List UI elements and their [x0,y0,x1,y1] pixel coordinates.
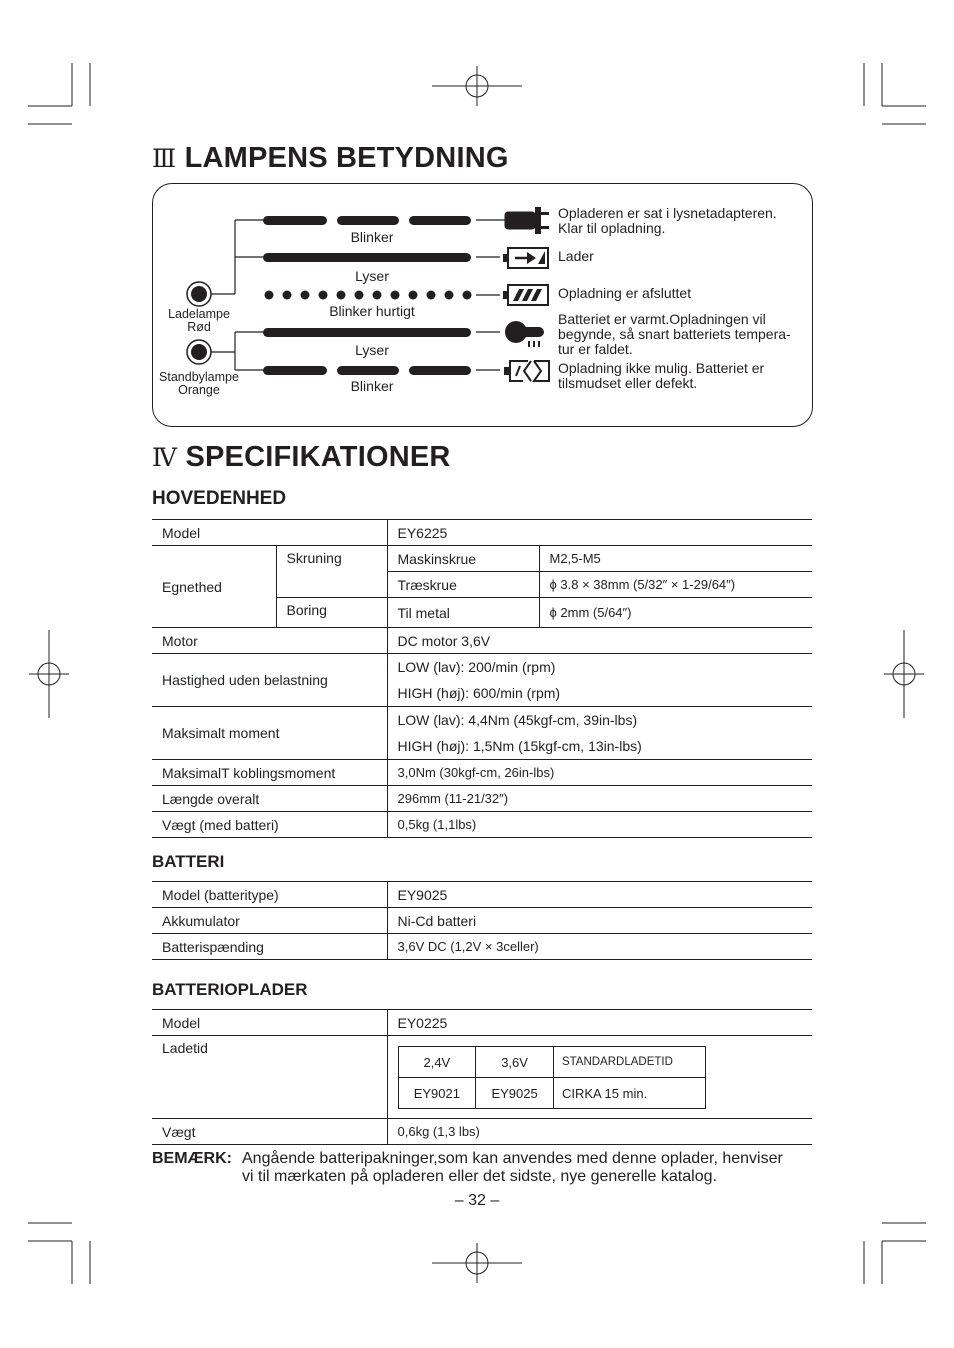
table-row [398,1078,705,1109]
vaegt-value: 0,5kg (1,1lbs) [387,812,812,838]
orange-lamp-icon [187,340,211,364]
batteri-heading: BATTERI [152,852,225,871]
page-number: – 32 – [454,1192,500,1209]
moment-label: Maksimalt moment [152,707,387,760]
pattern-2-solid [263,253,471,262]
red-lamp-label [150,308,248,334]
battery-broken-icon [504,361,549,381]
ladetid-cell-3: CIRKA 15 min. [553,1078,705,1109]
oplader-vaegt-label: Vægt [152,1119,387,1145]
batteri-model-label: Model (batteritype) [152,882,387,908]
ladetid-cell-2: EY9025 [476,1078,554,1109]
oplader-vaegt-value: 0,6kg (1,3 lbs) [387,1119,812,1145]
table-row [152,908,812,934]
akkumulator-value: Ni-Cd batteri [387,908,812,934]
model-value: EY6225 [387,520,812,546]
moment-low: LOW (lav): 4,4Nm (45kgf-cm, 39in-lbs) [397,712,638,728]
oplader-model-label: Model [152,1010,387,1036]
ladetid-cell [387,1036,812,1119]
pattern-1-dashes [263,216,471,225]
egnethed-label: Egnethed [152,546,276,628]
pattern-3-description: Opladning er afsluttet [558,285,692,301]
pattern-2-description: Lader [558,248,594,264]
table-row [152,520,812,546]
skruning-label: Skruning [276,546,387,598]
battery-full-icon [503,285,548,305]
oplader-table [152,1009,812,1145]
table-row [152,628,812,654]
model-label: Model [152,520,387,546]
pattern-4-label: Lyser [355,342,389,358]
ladetid-cell-1: EY9021 [398,1078,476,1109]
table-row [152,812,812,838]
note-label: BEMÆRK: [152,1150,232,1167]
oplader-model-value: EY0225 [387,1010,812,1036]
table-row [152,760,812,786]
battery-charging-icon [503,248,548,268]
thermometer-icon [505,321,544,347]
til-metal-value: ϕ 2mm (5/64″) [539,598,812,628]
table-row [152,786,812,812]
table-row [398,1047,705,1078]
table-row [152,1119,812,1145]
hovedenhed-heading: HOVEDENHED [152,488,287,509]
laengde-label: Længde overalt [152,786,387,812]
table-row [152,1036,812,1119]
pattern-4-solid [263,328,471,337]
batteri-model-value: EY9025 [387,882,812,908]
ladetid-label: Ladetid [152,1036,387,1119]
pattern-5-label: Blinker [350,378,394,394]
red-lamp-name: Ladelampe [168,307,230,321]
red-lamp-color: Rød [187,320,211,334]
maskinskrue-label: Maskinskrue [387,546,539,572]
pattern-1-label: Blinker [350,229,394,245]
batteri-table [152,881,812,960]
pattern-1-description: Opladeren er sat i lysnetadapteren. Klar til opladning. [558,205,777,236]
batterispaending-value: 3,6V DC (1,2V × 3celler) [387,934,812,960]
til-metal-label: Til metal [387,598,539,628]
section-3-text: LAMPENS BETYDNING [184,142,509,174]
section-4-title [152,441,451,474]
note-line-2: vi til mærkaten på opladeren eller det sidste, nye generelle katalog. [242,1168,717,1185]
hastighed-low: LOW (lav): 200/min (rpm) [397,659,556,675]
plug-icon [500,207,549,234]
vaegt-label: Vægt (med batteri) [152,812,387,838]
laengde-value: 296mm (11-21/32″) [387,786,812,812]
ladetid-header-2: 3,6V [476,1047,554,1078]
motor-label: Motor [152,628,387,654]
table-row [152,654,812,707]
table-row [152,707,812,760]
traeskrue-value: ϕ 3.8 × 38mm (5/32″ × 1-29/64″) [539,572,812,598]
hastighed-high: HIGH (høj): 600/min (rpm) [397,685,561,701]
hovedenhed-table [152,519,812,838]
orange-lamp-name: Standbylampe [159,370,239,384]
oplader-heading: BATTERIOPLADER [152,980,308,999]
maskinskrue-value: M2,5-M5 [539,546,812,572]
lamp-diagram-graphics [0,0,954,450]
kobling-label: MaksimalT koblingsmoment [152,760,387,786]
section-4-numeral: Ⅳ [152,443,178,472]
kobling-value: 3,0Nm (30kgf-cm, 26in-lbs) [387,760,812,786]
section-4-text: SPECIFIKATIONER [185,441,451,473]
pattern-4-description: Batteriet er varmt.Opladningen vil begynde, så snart batteriets tempera-tur er faldet. [558,311,791,357]
pattern-5-dashes [263,366,471,375]
moment-values [387,707,812,760]
pattern-5-description: Opladning ikke mulig. Batteriet er tilsmudset eller defekt. [558,360,765,391]
section-3-numeral: Ⅲ [152,144,177,173]
motor-value: DC motor 3,6V [387,628,812,654]
pattern-3-dots [265,291,472,300]
moment-high: HIGH (høj): 1,5Nm (15kgf-cm, 13in-lbs) [397,738,642,754]
traeskrue-label: Træskrue [387,572,539,598]
pattern-2-label: Lyser [355,268,389,284]
orange-lamp-label [150,371,248,397]
orange-lamp-color: Orange [178,383,220,397]
table-row [152,934,812,960]
note-line-1: Angående batteripakninger,som kan anvendes med denne oplader, henviser [242,1150,783,1167]
table-row [152,882,812,908]
batterispaending-label: Batterispænding [152,934,387,960]
ladetid-header-1: 2,4V [398,1047,476,1078]
table-row [152,1010,812,1036]
red-lamp-icon [187,282,211,306]
ladetid-table [398,1046,706,1109]
boring-label: Boring [276,598,387,628]
hastighed-label: Hastighed uden belastning [152,654,387,707]
hastighed-values [387,654,812,707]
table-row [152,546,812,572]
pattern-3-label: Blinker hurtigt [329,303,415,319]
ladetid-header-3: STANDARDLADETID [553,1047,705,1078]
akkumulator-label: Akkumulator [152,908,387,934]
